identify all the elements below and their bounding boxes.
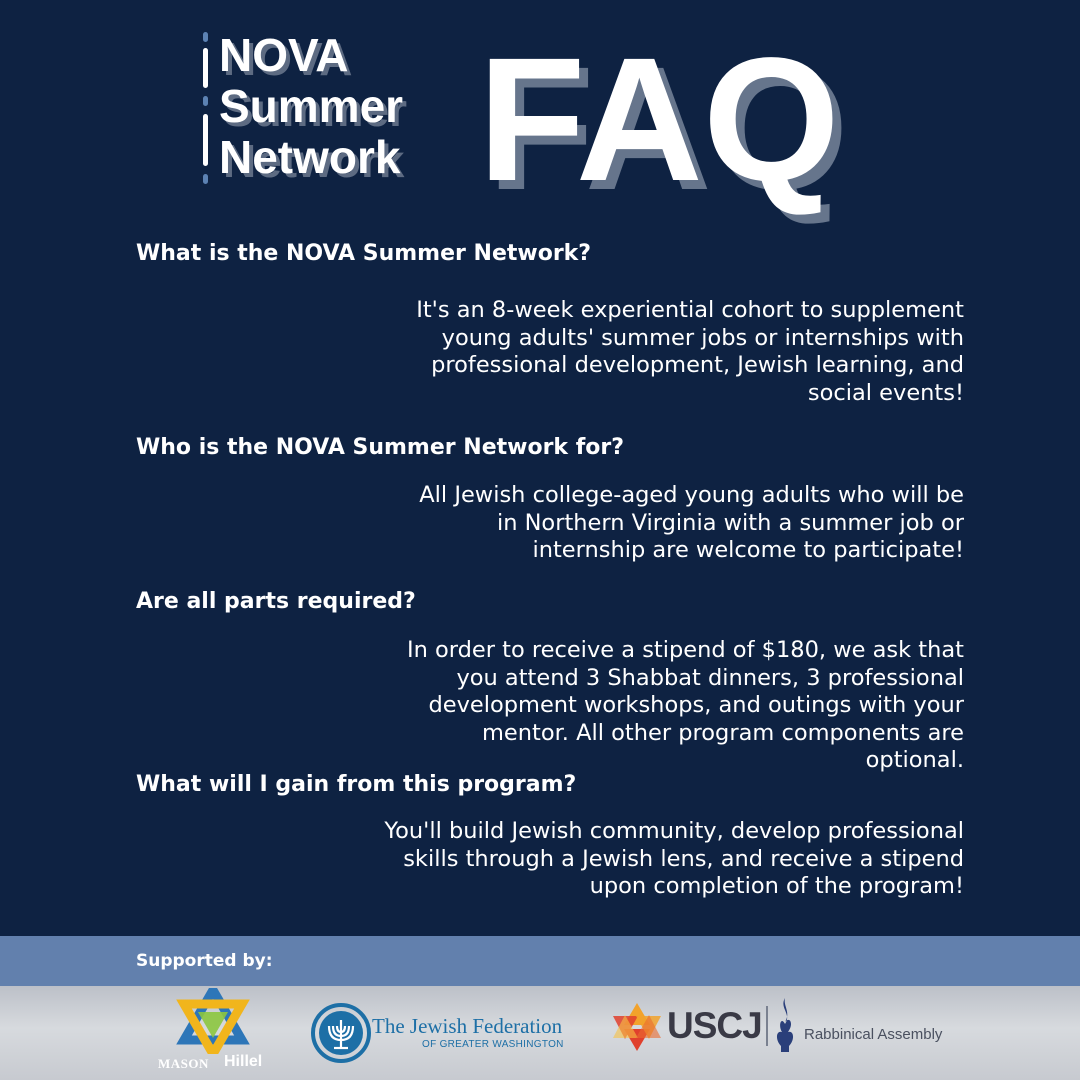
rabbinical-name: Rabbinical Assembly xyxy=(804,1026,943,1043)
rabbinical-assembly-logo xyxy=(766,994,956,1064)
jewish-federation-logo xyxy=(310,1002,570,1066)
answer-line: You'll build Jewish community, develop professional xyxy=(384,818,964,844)
uscj-name: USCJ xyxy=(667,1005,762,1046)
mason-hillel-logo xyxy=(158,988,278,1076)
answer-line: in Northern Virginia with a summer job or xyxy=(496,509,964,536)
answer-line: optional. xyxy=(865,747,964,773)
uscj-logo xyxy=(612,1000,762,1060)
answer-line: skills through a Jewish lens, and receive a stipend xyxy=(403,845,964,872)
faq-question-2: Who is the NOVA Summer Network for? xyxy=(136,435,625,460)
faq-answer-4 xyxy=(244,818,964,901)
star-icon xyxy=(612,1002,662,1052)
page-title: FAQ xyxy=(478,22,840,218)
faq-answer-1 xyxy=(244,297,964,407)
menorah-icon xyxy=(310,1002,372,1064)
brand-line-3: Network xyxy=(219,131,401,183)
title-bracket xyxy=(203,32,209,184)
answer-line: internship are welcome to participate! xyxy=(532,537,964,563)
answer-line: young adults' summer jobs or internships with xyxy=(441,324,964,351)
mason-word: MASON xyxy=(158,1056,209,1071)
hillel-word: Hillel xyxy=(224,1053,263,1070)
supported-label: Supported by: xyxy=(136,951,273,971)
brand-line-2: Summer xyxy=(219,80,404,132)
logo-divider xyxy=(766,1006,768,1046)
star-of-david-icon xyxy=(158,988,278,1054)
faq-question-1: What is the NOVA Summer Network? xyxy=(136,241,592,266)
answer-line: social events! xyxy=(807,379,964,406)
program-name xyxy=(219,30,403,183)
answer-line: you attend 3 Shabbat dinners, 3 professional xyxy=(456,664,964,691)
answer-line: upon completion of the program! xyxy=(589,873,964,899)
answer-line: All Jewish college-aged young adults who will be xyxy=(419,482,964,508)
federation-name: The Jewish Federation xyxy=(372,1014,563,1038)
answer-line: professional development, Jewish learning, and xyxy=(431,352,964,378)
answer-line: development workshops, and outings with your xyxy=(428,692,964,718)
faq-question-4: What will I gain from this program? xyxy=(136,772,577,797)
faq-question-3: Are all parts required? xyxy=(136,589,416,614)
faq-answer-3 xyxy=(244,637,964,775)
flame-icon xyxy=(772,996,798,1056)
answer-line: It's an 8-week experiential cohort to supplement xyxy=(416,297,964,323)
answer-line: In order to receive a stipend of $180, we ask that xyxy=(406,637,964,663)
federation-subtitle: OF GREATER WASHINGTON xyxy=(422,1039,564,1050)
faq-answer-2 xyxy=(244,482,964,565)
brand-line-1: NOVA xyxy=(219,29,349,81)
answer-line: mentor. All other program components are xyxy=(482,719,964,746)
